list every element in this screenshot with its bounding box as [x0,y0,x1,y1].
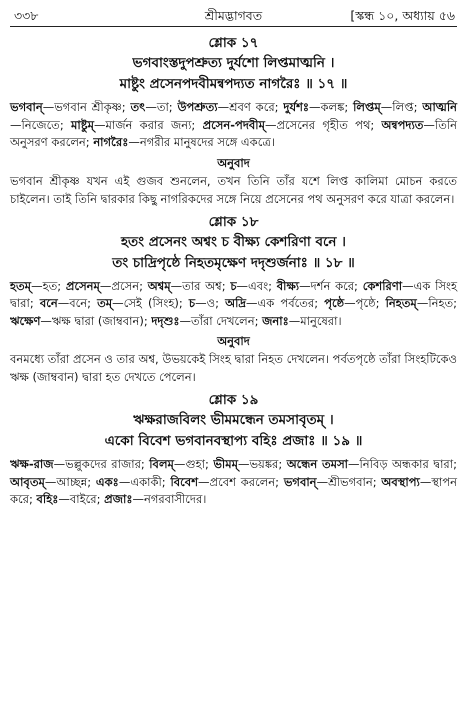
word: জনাঃ [262,313,289,328]
word: বিবেশ [170,474,199,489]
meaning: —প্রসেনের গৃহীত পথ; [264,117,382,132]
word: বহিঃ [36,492,59,506]
word: একঃ [95,474,119,489]
word: দদৃশুঃ [151,313,180,328]
sloka-section-19 [10,390,457,509]
word: ঋক্ষেণ [10,313,41,328]
word: অবস্থাপ্য [381,474,420,489]
word: দুর্যশঃ [283,100,310,114]
sloka-heading: শ্লোক ১৯ [208,392,259,408]
meaning: —তা; [145,100,178,114]
meaning: —তাঁরা দেখলেন; [179,313,263,328]
document-page [10,4,457,511]
word: কেশরিণা [362,278,403,293]
meaning: —ঋক্ষ দ্বারা (জাম্ববান); [40,313,152,328]
meaning: —একাকী; [118,474,171,489]
meaning: —নিবিড় অন্ধকার দ্বারা; [348,457,457,471]
anubad-heading: অনুবাদ [217,334,250,348]
word: ঋক্ষ-রাজ [10,457,54,471]
anubad-heading: অনুবাদ [217,155,250,170]
meaning: —সেই (সিংহ); [112,296,189,310]
chapter-reference: [স্কন্ধ ১০, অধ্যায় ৫৬ [350,8,455,23]
meaning: —এক সিংহ দ্বারা; [10,278,458,310]
meaning: —পৃষ্ঠে; [344,296,386,310]
word: চ [230,278,237,293]
meaning: —প্রবেশ করলেন; [198,474,284,489]
word: প্রসেন-পদবীম্ [202,117,265,132]
translation-paragraph: ভগবান শ্রীকৃষ্ণ যখন এই গুজব শুনলেন, তখন তিনি তাঁর যশে লিপ্ত কালিমা মোচন করতে চাইলেন। তাই তিনি দ্বারকার কিছু নাগরিকদের সঙ্গে নিয়ে প্রসেনের পথ অনুসরণ করে যাত্রা করলেন। [10,173,457,206]
sloka-heading: শ্লোক ১৮ [208,213,259,230]
meaning: —নগরীর মানুষদের সঙ্গে একত্রে। [128,135,275,149]
meaning: —আচ্ছন্ন; [44,474,96,489]
page-header [10,4,457,26]
word: লিপ্তম্ [353,100,381,114]
page-number: ৩৩৮ [14,8,39,23]
word: তৎ [130,100,146,114]
meaning: —তার অশ্ব; [170,278,231,293]
meaning: —লিপ্ত; [380,100,423,114]
word: চ [188,296,196,310]
meaning: —স্থাপন করে; [10,474,457,506]
meaning: —নিজেতে; [10,117,71,132]
word: নিহতম্ [385,296,417,310]
verse-line: তং চাদ্রিপৃষ্ঠে নিহতমৃক্ষেণ দদৃশুর্জনাঃ ॥ ১৮ ॥ [112,254,355,271]
verse-line: ঋক্ষরাজবিলং ভীমমন্ধেন তমসাবৃতম্ । [133,412,334,428]
meaning: —কলঙ্ক; [309,100,354,114]
word: ভীমম্ [213,457,238,471]
word: উপশ্রুত্য [177,100,218,114]
meaning: —মার্জন করার জন্য; [93,117,203,132]
word: ভগবান্ [10,100,43,114]
translation-paragraph: বনমধ্যে তাঁরা প্রসেন ও তার অশ্ব, উভয়কেই সিংহ দ্বারা নিহত দেখলেন। পর্বতপৃষ্ঠে তাঁরা সিংহটিকেও ঋক্ষ (জাম্ববান) দ্বারা হত দেখতে পেলেন। [10,352,457,384]
sloka-section-17 [10,33,457,208]
word-meanings [10,278,457,331]
word: প্রজাঃ [104,492,133,506]
word: মাষ্টুম্ [70,117,94,132]
word-meanings [10,456,457,509]
meaning: —ভল্লুকদের রাজার; [53,457,150,471]
word: হতম্ [10,278,32,293]
word: আবৃতম্ [10,474,45,489]
word: বীক্ষ্য [276,278,300,293]
word: অন্ধেন তমসা [286,457,348,471]
meaning: —দর্শন করে; [299,278,363,293]
meaning: —শ্রীভগবান; [316,474,382,489]
word: বিলম্ [149,457,174,471]
meaning: —বনে; [57,296,98,310]
meaning: —এবং; [236,278,277,293]
verse-line: ভগবাংস্তদুপশ্রুত্য দুর্যশো লিপ্তমাত্মনি । [132,55,335,71]
word: আত্মনি [422,100,457,114]
meaning: —ভয়ঙ্কর; [237,457,287,471]
verse-line: একো বিবেশ ভগবানবস্থাপ্য বহিঃ প্রজাঃ ॥ ১৯ ॥ [104,433,363,449]
running-title: শ্রীমদ্ভাগবত [204,8,263,23]
meaning: —নিহত; [416,296,458,310]
word: তম্ [97,296,113,310]
verse-line: হতং প্রসেনং অশ্বং চ বীক্ষ্য কেশরিণা বনে । [120,233,347,250]
meaning: —ভগবান শ্রীকৃষ্ণ; [42,100,131,114]
meaning: —তিনি অনুসরণ করলেন; [10,117,457,149]
sloka-heading: শ্লোক ১৭ [208,35,259,51]
meaning: —শ্রবণ করে; [217,100,284,114]
sloka-section-18 [10,212,457,387]
meaning: —নগরবাসীদের। [132,492,207,506]
meaning: —মানুষেরা। [288,313,342,328]
word: প্রসেনম্ [65,278,100,293]
word: ভগবান্ [283,474,317,489]
word: অন্বপদ্যত [381,117,424,132]
meaning: —ও; [195,296,226,310]
meaning: —বাইরে; [58,492,105,506]
word: অশ্বম্ [147,278,171,293]
word: অদ্রি [225,296,247,310]
meaning: —হত; [31,278,66,293]
meaning: —প্রসেন; [99,278,148,293]
word: পৃষ্ঠে [324,296,345,310]
word-meanings [10,99,457,152]
word: নাগরৈঃ [93,135,129,149]
verse-line: মাষ্টুং প্রসেনপদবীমন্বপদ্যত নাগরৈঃ ॥ ১৭ ॥ [119,76,348,92]
meaning: —গুহা; [173,457,214,471]
word: বনে [39,296,58,310]
meaning: —এক পর্বতের; [246,296,325,310]
